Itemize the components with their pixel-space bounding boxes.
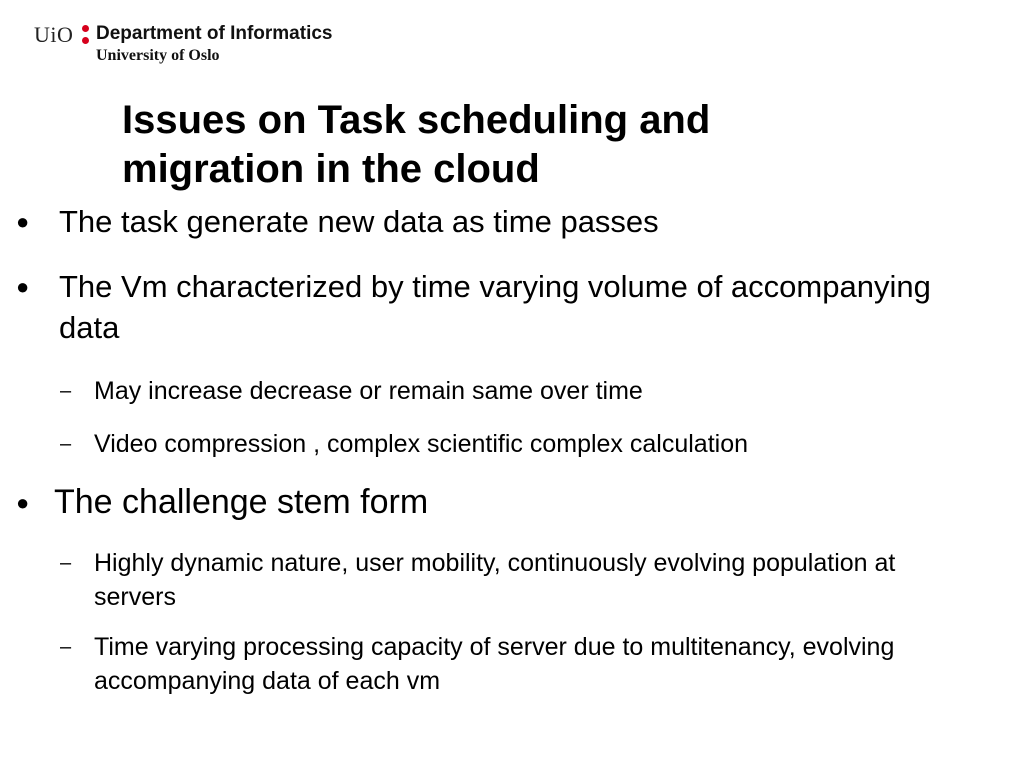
sub-bullet-marker: – bbox=[60, 636, 72, 658]
logo-colon-icon bbox=[82, 25, 89, 47]
bullet-marker: ● bbox=[16, 490, 30, 515]
bullet-text: The task generate new data as time passes bbox=[59, 204, 659, 239]
bullet-text: The Vm characterized by time varying volume of accompanying data bbox=[59, 269, 931, 345]
department-name: Department of Informatics bbox=[96, 23, 333, 44]
sub-bullet-marker: – bbox=[60, 380, 72, 402]
slide-title: Issues on Task scheduling and migration in the cloud bbox=[122, 98, 711, 191]
bullet-marker: ● bbox=[16, 209, 30, 234]
sub-bullet-text: Video compression , complex scientific complex calculation bbox=[94, 430, 749, 458]
logo-uio-text: UiO bbox=[34, 22, 74, 47]
sub-bullet-marker: – bbox=[60, 433, 72, 455]
university-name: University of Oslo bbox=[96, 47, 220, 64]
sub-bullet-marker: – bbox=[60, 552, 72, 574]
sub-bullet-text: May increase decrease or remain same over time bbox=[94, 377, 643, 405]
bullet-text: The challenge stem form bbox=[54, 483, 429, 521]
sub-bullet-text: Time varying processing capacity of server due to multitenancy, evolving accompanying data of each vm bbox=[94, 633, 895, 695]
bullet-marker: ● bbox=[16, 274, 30, 299]
sub-bullet-text: Highly dynamic nature, user mobility, continuously evolving population at servers bbox=[94, 549, 896, 611]
